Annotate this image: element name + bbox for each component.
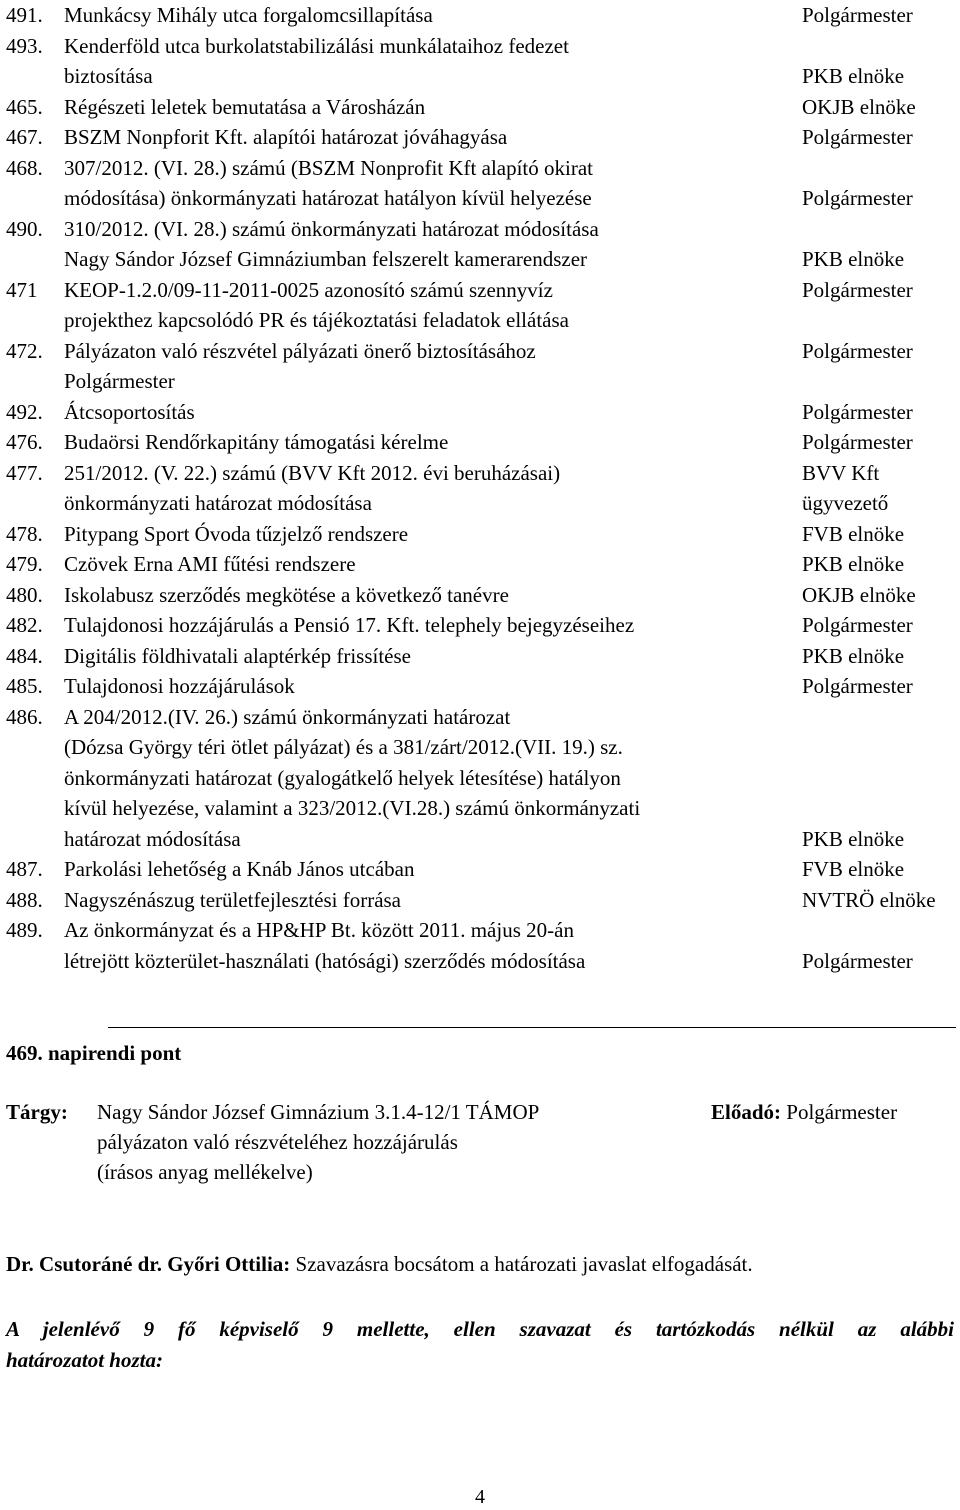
agenda-item-line <box>64 854 956 885</box>
agenda-item-presenter <box>802 793 956 824</box>
speaker-name: Dr. Csutoráné dr. Győri Ottilia: <box>6 1252 291 1276</box>
agenda-item-line <box>64 61 956 92</box>
agenda-item-presenter: PKB elnöke <box>802 643 905 668</box>
agenda-item-line <box>64 153 956 184</box>
agenda-item-number: 488. <box>6 887 43 912</box>
agenda-item-number: 465. <box>6 94 43 119</box>
agenda-item-title: létrejött közterület-használati (hatósági) szerződés módosítása <box>64 948 586 973</box>
agenda-item-title: Pitypang Sport Óvoda tűzjelző rendszere <box>64 521 409 546</box>
vote-result-line: A jelenlévő 9 fő képviselő 9 mellette, ellen szavazat és tartózkodás nélkül az alábbi <box>6 1317 954 1341</box>
agenda-item-number: 479. <box>6 552 43 576</box>
agenda-item <box>6 92 956 123</box>
agenda-item <box>6 702 956 855</box>
agenda-item-title: 310/2012. (VI. 28.) számú önkormányzati határozat módosítása <box>64 216 599 241</box>
agenda-item-title: Nagy Sándor József Gimnáziumban felszerelt kamerarendszer <box>64 247 588 271</box>
agenda-item <box>6 122 956 153</box>
agenda-item-title: Kenderföld utca burkolatstabilizálási munkálataihoz fedezet <box>64 33 569 58</box>
agenda-item-presenter <box>802 366 956 397</box>
agenda-item <box>6 275 956 336</box>
agenda-item-title: Iskolabusz szerződés megkötése a következő tanévre <box>64 582 509 607</box>
agenda-item-line <box>64 610 956 641</box>
presenter-label: Előadó: <box>711 1100 782 1124</box>
agenda-item-presenter: Polgármester <box>802 277 913 302</box>
agenda-item-line <box>64 427 956 458</box>
agenda-list <box>6 0 956 976</box>
agenda-item-title: Czövek Erna AMI fűtési rendszere <box>64 552 356 576</box>
agenda-item-number: 467. <box>6 125 43 149</box>
presenter-name: Polgármester <box>786 1100 898 1124</box>
agenda-item-line <box>64 671 956 702</box>
agenda-item-heading: 469. napirendi pont <box>6 1041 182 1065</box>
agenda-item-line <box>64 305 956 336</box>
agenda-item-title: Polgármester <box>64 369 175 393</box>
agenda-item-presenter: Polgármester <box>802 399 913 424</box>
agenda-item-number: 468. <box>6 155 43 180</box>
agenda-item-title: önkormányzati határozat módosítása <box>64 491 372 515</box>
agenda-item-number: 471 <box>6 277 38 302</box>
subject-text <box>97 1097 539 1187</box>
agenda-item-title: projekthez kapcsolódó PR és tájékoztatási feladatok ellátása <box>64 308 569 332</box>
agenda-item-title: Nagyszénászug területfejlesztési forrása <box>64 887 402 912</box>
agenda-item-line <box>64 641 956 672</box>
agenda-item-line <box>64 214 956 245</box>
agenda-item-number: 487. <box>6 857 43 881</box>
agenda-item-line <box>64 488 956 519</box>
agenda-item <box>6 427 956 458</box>
agenda-item-line <box>64 580 956 611</box>
agenda-item <box>6 885 956 916</box>
agenda-item-title: kívül helyezése, valamint a 323/2012.(VI.28.) számú önkormányzati <box>64 796 641 820</box>
agenda-item-line <box>64 397 956 428</box>
agenda-item <box>6 458 956 519</box>
agenda-item <box>6 641 956 672</box>
agenda-item-line <box>64 702 956 733</box>
agenda-item-title: Tulajdonosi hozzájárulás a Pensió 17. Kft. telephely bejegyzéseihez <box>64 613 635 637</box>
agenda-item-line <box>64 915 956 946</box>
agenda-item-line <box>64 31 956 62</box>
agenda-item-presenter <box>802 702 956 733</box>
agenda-item <box>6 153 956 214</box>
agenda-item-number: 485. <box>6 674 43 698</box>
agenda-item <box>6 0 956 31</box>
agenda-item <box>6 519 956 550</box>
agenda-item-title: Digitális földhivatali alaptérkép frissítése <box>64 643 411 668</box>
agenda-item-presenter <box>802 31 956 62</box>
agenda-item-number: 478. <box>6 521 43 546</box>
agenda-item-presenter: Polgármester <box>802 186 913 210</box>
agenda-item-title: módosítása) önkormányzati határozat hatályon kívül helyezése <box>64 186 592 210</box>
agenda-item-number: 492. <box>6 399 43 424</box>
agenda-item-presenter <box>802 214 956 245</box>
agenda-item-presenter: BVV Kft <box>802 460 880 485</box>
agenda-item-line <box>64 183 956 214</box>
agenda-item <box>6 214 956 275</box>
agenda-item-number: 490. <box>6 216 43 241</box>
agenda-item <box>6 915 956 976</box>
agenda-item-line <box>64 519 956 550</box>
agenda-item-line <box>64 763 956 794</box>
agenda-item-title: Pályázaton való részvétel pályázati önerő biztosításához <box>64 338 536 363</box>
agenda-item-presenter: Polgármester <box>802 3 913 27</box>
agenda-item-title: Parkolási lehetőség a Knáb János utcában <box>64 857 415 881</box>
agenda-item-number: 472. <box>6 338 43 363</box>
agenda-item-title: 307/2012. (VI. 28.) számú (BSZM Nonprofit Kft alapító okirat <box>64 155 593 180</box>
agenda-item-line <box>64 92 956 123</box>
agenda-item-line <box>64 0 956 31</box>
agenda-item <box>6 610 956 641</box>
agenda-item-presenter: OKJB elnöke <box>802 94 916 119</box>
agenda-item-presenter: PKB elnöke <box>802 64 905 88</box>
agenda-item-presenter: OKJB elnöke <box>802 582 916 607</box>
agenda-item-number: 489. <box>6 918 43 942</box>
subject-label: Tárgy: <box>6 1100 68 1124</box>
agenda-item-presenter <box>802 153 956 184</box>
agenda-item-title: A 204/2012.(IV. 26.) számú önkormányzati határozat <box>64 704 511 729</box>
agenda-item-presenter: ügyvezető <box>802 491 889 515</box>
agenda-item-number: 480. <box>6 582 43 607</box>
agenda-item-title: KEOP-1.2.0/09-11-2011-0025 azonosító számú szennyvíz <box>64 277 553 302</box>
agenda-item-title: BSZM Nonpforit Kft. alapítói határozat jóváhagyása <box>64 125 508 149</box>
agenda-item-presenter: Polgármester <box>802 674 913 698</box>
agenda-item-presenter: FVB elnöke <box>802 857 905 881</box>
agenda-item-presenter: FVB elnöke <box>802 521 905 546</box>
agenda-item-presenter: Polgármester <box>802 125 913 149</box>
agenda-item-title: 251/2012. (V. 22.) számú (BVV Kft 2012. évi beruházásai) <box>64 460 561 485</box>
agenda-item-line <box>64 366 956 397</box>
agenda-item-presenter <box>802 732 956 763</box>
subject-line: (írásos anyag mellékelve) <box>97 1160 313 1184</box>
agenda-item-title: Az önkormányzat és a HP&HP Bt. között 2011. május 20-án <box>64 918 574 942</box>
agenda-item <box>6 549 956 580</box>
agenda-item-number: 493. <box>6 33 43 58</box>
agenda-item-presenter: PKB elnöke <box>802 826 905 851</box>
agenda-item-presenter <box>802 305 956 336</box>
agenda-item-title: Átcsoportosítás <box>64 399 195 424</box>
agenda-item-number: 476. <box>6 430 43 454</box>
agenda-item-number: 491. <box>6 3 43 27</box>
agenda-item-line <box>64 885 956 916</box>
agenda-item-presenter <box>802 763 956 794</box>
agenda-item-title: Munkácsy Mihály utca forgalomcsillapítása <box>64 3 433 27</box>
agenda-item-line <box>64 824 956 855</box>
agenda-item-title: (Dózsa György téri ötlet pályázat) és a 381/zárt/2012.(VII. 19.) sz. <box>64 735 623 759</box>
agenda-item-title: biztosítása <box>64 64 153 88</box>
page-number: 4 <box>475 1486 485 1508</box>
agenda-item-title: Régészeti leletek bemutatása a Városházán <box>64 94 426 119</box>
chair-statement <box>6 1249 753 1279</box>
agenda-item-line <box>64 275 956 306</box>
agenda-item-title: Tulajdonosi hozzájárulások <box>64 674 295 698</box>
agenda-item-title: Budaörsi Rendőrkapitány támogatási kérelme <box>64 430 449 454</box>
agenda-item-presenter: PKB elnöke <box>802 247 905 271</box>
agenda-item-presenter: Polgármester <box>802 338 913 363</box>
agenda-item <box>6 336 956 397</box>
vote-result <box>6 1314 954 1376</box>
agenda-item <box>6 31 956 92</box>
section-divider <box>108 1027 956 1028</box>
agenda-item-number: 486. <box>6 704 43 729</box>
agenda-item-line <box>64 458 956 489</box>
agenda-item-line <box>64 122 956 153</box>
agenda-item-line <box>64 336 956 367</box>
agenda-item-line <box>64 549 956 580</box>
agenda-item-presenter: Polgármester <box>802 430 913 454</box>
subject-line: Nagy Sándor József Gimnázium 3.1.4-12/1 TÁMOP <box>97 1100 540 1124</box>
statement-text: Szavazásra bocsátom a határozati javaslat elfogadását. <box>295 1252 753 1276</box>
agenda-item <box>6 580 956 611</box>
agenda-item-presenter: Polgármester <box>802 613 913 637</box>
agenda-item-line <box>64 732 956 763</box>
agenda-item <box>6 397 956 428</box>
agenda-item-presenter: NVTRÖ elnöke <box>802 887 936 912</box>
agenda-item <box>6 671 956 702</box>
subject-line: pályázaton való részvételéhez hozzájárulás <box>97 1130 458 1154</box>
vote-result-line: határozatot hozta: <box>6 1348 163 1372</box>
agenda-item-number: 484. <box>6 643 43 668</box>
agenda-item-line <box>64 244 956 275</box>
agenda-item-presenter: Polgármester <box>802 948 913 973</box>
agenda-item-line <box>64 793 956 824</box>
agenda-item-number: 482. <box>6 613 43 637</box>
agenda-item-line <box>64 946 956 977</box>
agenda-item <box>6 854 956 885</box>
agenda-item-title: önkormányzati határozat (gyalogátkelő helyek létesítése) hatályon <box>64 765 621 790</box>
agenda-item-title: határozat módosítása <box>64 826 241 851</box>
agenda-item-number: 477. <box>6 460 43 485</box>
agenda-item-presenter <box>802 915 956 946</box>
presenter <box>711 1097 897 1127</box>
agenda-item-presenter: PKB elnöke <box>802 552 905 576</box>
